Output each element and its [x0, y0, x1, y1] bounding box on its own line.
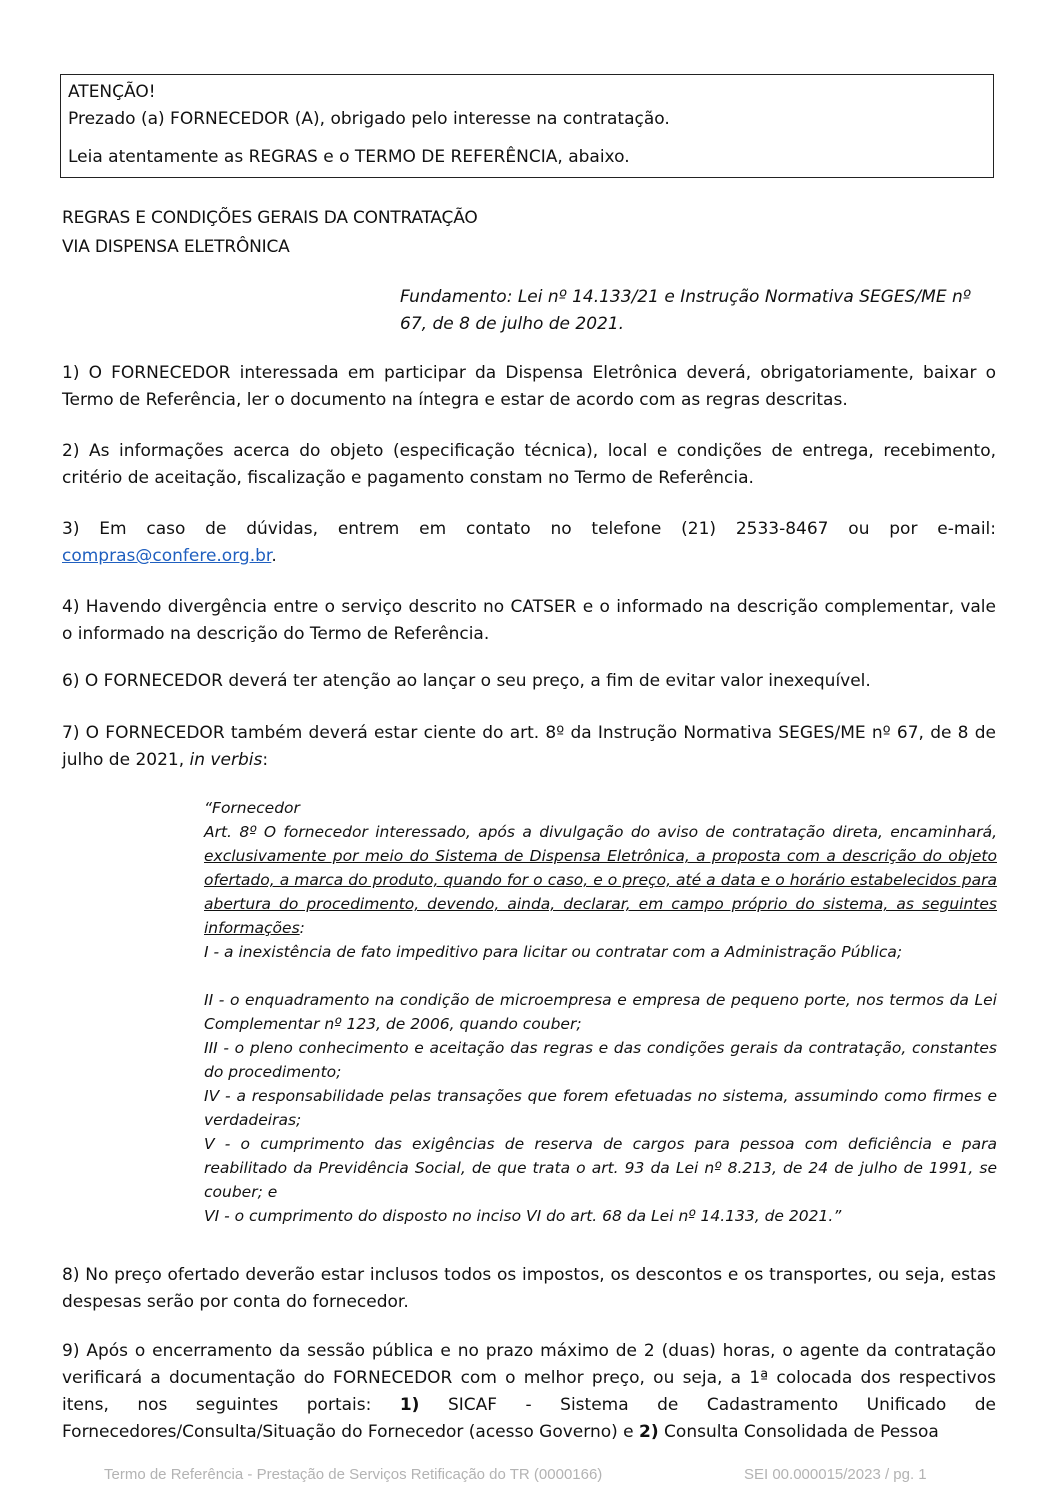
footer-document-title: Termo de Referência - Prestação de Serviços Retificação do TR (0000166)	[104, 1466, 603, 1483]
quote-inciso-2: II - o enquadramento na condição de microempresa e empresa de pequeno porte, nos termos da Lei Complementar nº 123, de 2006, quando couber;	[204, 991, 997, 1033]
paragraph-9	[62, 1338, 996, 1446]
heading-line-1: REGRAS E CONDIÇÕES GERAIS DA CONTRATAÇÃO	[62, 208, 478, 228]
quote-inciso-1: I - a inexistência de fato impeditivo para licitar ou contratar com a Administração Pública;	[204, 943, 903, 961]
heading-line-2: VIA DISPENSA ELETRÔNICA	[62, 237, 290, 257]
paragraph-7-end: :	[262, 750, 269, 770]
paragraph-8: 8) No preço ofertado deverão estar inclusos todos os impostos, os descontos e os transportes, ou seja, estas despesas serão por conta do fornecedor.	[62, 1265, 996, 1312]
paragraph-9-n2: 2)	[639, 1422, 659, 1442]
paragraph-3-end: .	[271, 546, 277, 566]
legal-basis: Fundamento: Lei nº 14.133/21 e Instrução Normativa SEGES/ME nº 67, de 8 de julho de 2021.	[400, 287, 971, 334]
notice-line-1: Prezado (a) FORNECEDOR (A), obrigado pelo interesse na contratação.	[68, 109, 670, 129]
notice-title: ATENÇÃO!	[68, 82, 156, 102]
paragraph-3-text: 3) Em caso de dúvidas, entrem em contato no telefone (21) 2533-8467 ou por e-mail:	[62, 519, 996, 539]
paragraph-7-text: 7) O FORNECEDOR também deverá estar ciente do art. 8º da Instrução Normativa SEGES/ME nº 67, de 8 de julho de 2021,	[62, 723, 996, 770]
quote-inciso-5: V - o cumprimento das exigências de reserva de cargos para pessoa com deficiência e para reabilitado da Previdência Social, de que trata o art. 93 da Lei nº 8.213, de 24 de julho de 1991, se couber; e	[204, 1135, 997, 1201]
quote-article-end: :	[299, 919, 305, 937]
paragraph-2: 2) As informações acerca do objeto (especificação técnica), local e condições de entrega, recebimento, critério de aceitação, fiscalização e pagamento constam no Termo de Referência.	[62, 441, 996, 488]
paragraph-9-n1: 1)	[399, 1395, 420, 1415]
quote-inciso-3: III - o pleno conhecimento e aceitação das regras e das condições gerais da contratação, constantes do procedimento;	[204, 1039, 997, 1081]
quote-article-underlined: exclusivamente por meio do Sistema de Dispensa Eletrônica, a proposta com a descrição do objeto ofertado, a marca do produto, quando for o caso, e o preço, até a data e o horário estabelecidos para abertura do procedimento, devendo, ainda, declarar, em campo próprio do sistema, as seguintes informações	[204, 847, 997, 937]
paragraph-7-italic: in verbis	[189, 750, 263, 770]
paragraph-9-c: Consulta Consolidada de Pessoa	[658, 1422, 939, 1442]
attention-notice-box	[60, 74, 994, 178]
quote-article	[204, 820, 997, 940]
paragraph-6: 6) O FORNECEDOR deverá ter atenção ao lançar o seu preço, a fim de evitar valor inexequível.	[62, 671, 871, 691]
paragraph-3	[62, 516, 996, 570]
legal-quote	[204, 796, 997, 1228]
quote-inciso-6: VI - o cumprimento do disposto no inciso VI do art. 68 da Lei nº 14.133, de 2021.”	[204, 1207, 842, 1225]
quote-inciso-4: IV - a responsabilidade pelas transações que forem efetuadas no sistema, assumindo como firmes e verdadeiras;	[204, 1087, 997, 1129]
contact-email-link[interactable]: compras@confere.org.br	[62, 546, 272, 566]
paragraph-9-a: 9) Após o encerramento da sessão pública e no prazo máximo de 2 (duas) horas, o agente da contratação verificará a documentação do FORNECEDOR com o melhor preço, ou seja, a 1ª colocada dos respectivos itens, nos seguintes portais:	[62, 1341, 996, 1415]
footer-page-ref: SEI 00.000015/2023 / pg. 1	[744, 1466, 927, 1483]
paragraph-9-b: SICAF - Sistema de Cadastramento Unificado de Fornecedores/Consulta/Situação do Fornecedor (acesso Governo) e	[62, 1395, 997, 1442]
paragraph-7	[62, 720, 996, 774]
paragraph-1: 1) O FORNECEDOR interessada em participar da Dispensa Eletrônica deverá, obrigatoriamente, baixar o Termo de Referência, ler o documento na íntegra e estar de acordo com as regras descritas.	[62, 363, 996, 410]
quote-title: “Fornecedor	[204, 799, 300, 817]
section-heading	[62, 204, 478, 262]
paragraph-4: 4) Havendo divergência entre o serviço descrito no CATSER e o informado na descrição complementar, vale o informado na descrição do Termo de Referência.	[62, 597, 996, 644]
quote-article-start: Art. 8º O fornecedor interessado, após a divulgação do aviso de contratação direta, encaminhará,	[204, 823, 997, 841]
notice-line-2: Leia atentamente as REGRAS e o TERMO DE REFERÊNCIA, abaixo.	[68, 147, 630, 167]
